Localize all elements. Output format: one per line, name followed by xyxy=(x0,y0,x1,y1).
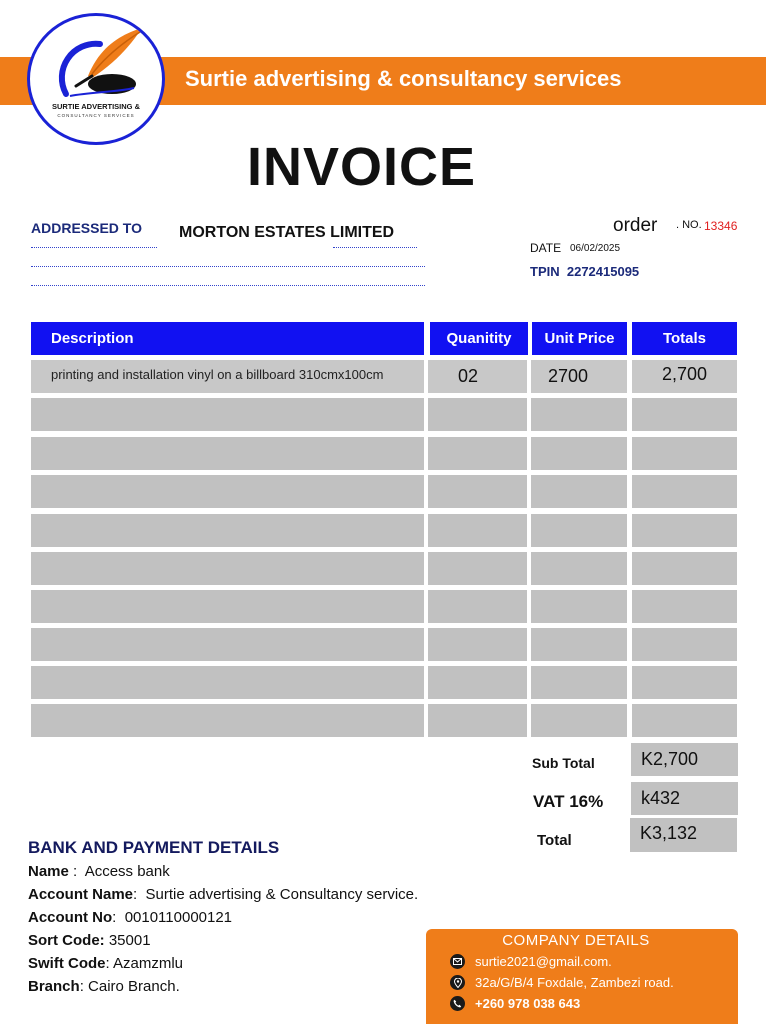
company-phone-value: +260 978 038 643 xyxy=(475,996,581,1011)
subtotal-label: Sub Total xyxy=(532,755,595,771)
subtotal-value: K2,700 xyxy=(631,743,738,776)
sort-code xyxy=(28,932,151,949)
empty-cell xyxy=(531,398,627,431)
total-label: Total xyxy=(537,832,572,849)
dotted-line xyxy=(31,285,425,286)
empty-cell xyxy=(31,514,424,547)
empty-cell xyxy=(428,475,527,508)
bank-name-value: Access bank xyxy=(84,863,170,880)
empty-cell xyxy=(531,666,627,699)
empty-cell xyxy=(531,704,627,737)
account-name: Account Name: Surtie advertising & Consultancy service. xyxy=(28,886,419,903)
branch: Branch: Cairo Branch. xyxy=(28,978,180,995)
empty-cell xyxy=(632,628,737,661)
empty-cell xyxy=(531,590,627,623)
column-header-unit-price: Unit Price xyxy=(532,322,627,355)
empty-cell xyxy=(428,552,527,585)
empty-cell xyxy=(632,704,737,737)
company-email xyxy=(450,954,612,969)
empty-cell xyxy=(632,398,737,431)
column-header-quantity: Quanitity xyxy=(430,322,528,355)
empty-cell xyxy=(632,475,737,508)
dotted-line xyxy=(333,247,417,248)
vat-value: k432 xyxy=(631,782,738,815)
empty-cell xyxy=(632,590,737,623)
branch-value: Cairo Branch. xyxy=(88,978,180,995)
empty-cell xyxy=(531,514,627,547)
account-no-value: 0010110000121 xyxy=(124,909,233,926)
account-number: Account No: 0010110000121 xyxy=(28,909,233,926)
company-details-heading: COMPANY DETAILS xyxy=(502,932,650,949)
sort-code-label: Sort Code: xyxy=(28,932,105,949)
company-name: Surtie advertising & consultancy services xyxy=(185,66,622,91)
empty-cell xyxy=(531,475,627,508)
empty-cell xyxy=(31,398,424,431)
row-description: printing and installation vinyl on a billboard 310cmx100cm xyxy=(31,360,424,393)
tpin-value: 2272415095 xyxy=(566,264,640,279)
order-number: 13346 xyxy=(704,219,738,233)
logo-text: SURTIE ADVERTISING & xyxy=(51,102,141,111)
bank-name: Name : Access bank xyxy=(28,863,170,880)
empty-cell xyxy=(31,704,424,737)
account-name-value: Surtie advertising & Consultancy service. xyxy=(145,886,419,903)
row-quantity: 02 xyxy=(428,360,527,393)
empty-cell xyxy=(632,514,737,547)
order-label: order xyxy=(613,215,658,236)
row-unit-price: 2700 xyxy=(531,360,627,393)
company-address xyxy=(450,975,674,990)
branch-label: Branch xyxy=(28,978,80,995)
empty-cell xyxy=(31,590,424,623)
empty-cell xyxy=(31,552,424,585)
company-details-box xyxy=(426,929,738,1024)
account-no-label: Account No xyxy=(28,909,113,926)
column-header-description: Description xyxy=(31,322,424,355)
empty-cell xyxy=(31,628,424,661)
client-name: MORTON ESTATES LIMITED xyxy=(179,224,395,241)
empty-cell xyxy=(428,398,527,431)
company-address-value: 32a/G/B/4 Foxdale, Zambezi road. xyxy=(475,975,674,990)
empty-cell xyxy=(632,437,737,470)
company-email-value: surtie2021@gmail.com. xyxy=(475,954,612,969)
empty-cell xyxy=(31,437,424,470)
tpin-label: TPIN xyxy=(530,264,560,279)
swift-code-label: Swift Code xyxy=(28,955,106,972)
empty-cell xyxy=(428,704,527,737)
order-no-label: . NO. xyxy=(676,219,702,231)
empty-cell xyxy=(531,628,627,661)
swift-code-value: Azamzmlu xyxy=(113,955,184,972)
tpin xyxy=(530,264,639,279)
bank-name-label: Name xyxy=(28,863,69,880)
empty-cell xyxy=(531,437,627,470)
company-logo xyxy=(27,13,165,145)
empty-cell xyxy=(31,666,424,699)
empty-cell xyxy=(428,628,527,661)
sort-code-value: 35001 xyxy=(108,932,151,949)
logo-subtext: CONSULTANCY SERVICES xyxy=(57,113,135,118)
phone-icon xyxy=(450,996,465,1011)
column-header-totals: Totals xyxy=(632,322,737,355)
total-value: K3,132 xyxy=(630,818,737,852)
empty-cell xyxy=(428,437,527,470)
company-phone xyxy=(450,996,580,1011)
addressed-to-label: ADDRESSED TO xyxy=(31,220,142,236)
row-total: 2,700 xyxy=(632,360,737,393)
empty-cell xyxy=(428,666,527,699)
empty-cell xyxy=(632,552,737,585)
location-pin-icon xyxy=(450,975,465,990)
date-label: DATE xyxy=(530,241,562,255)
dotted-line xyxy=(31,266,425,267)
vat-label: VAT 16% xyxy=(533,792,604,811)
empty-cell xyxy=(632,666,737,699)
account-name-label: Account Name xyxy=(28,886,134,903)
empty-cell xyxy=(428,514,527,547)
email-icon xyxy=(450,954,465,969)
empty-cell xyxy=(428,590,527,623)
invoice-date: 06/02/2025 xyxy=(570,243,621,254)
swift-code: Swift Code: Azamzmlu xyxy=(28,955,184,972)
empty-cell xyxy=(31,475,424,508)
invoice-title: INVOICE xyxy=(247,137,477,197)
bank-heading: BANK AND PAYMENT DETAILS xyxy=(28,838,280,857)
quill-icon xyxy=(30,16,162,142)
dotted-line xyxy=(31,247,157,248)
empty-cell xyxy=(531,552,627,585)
